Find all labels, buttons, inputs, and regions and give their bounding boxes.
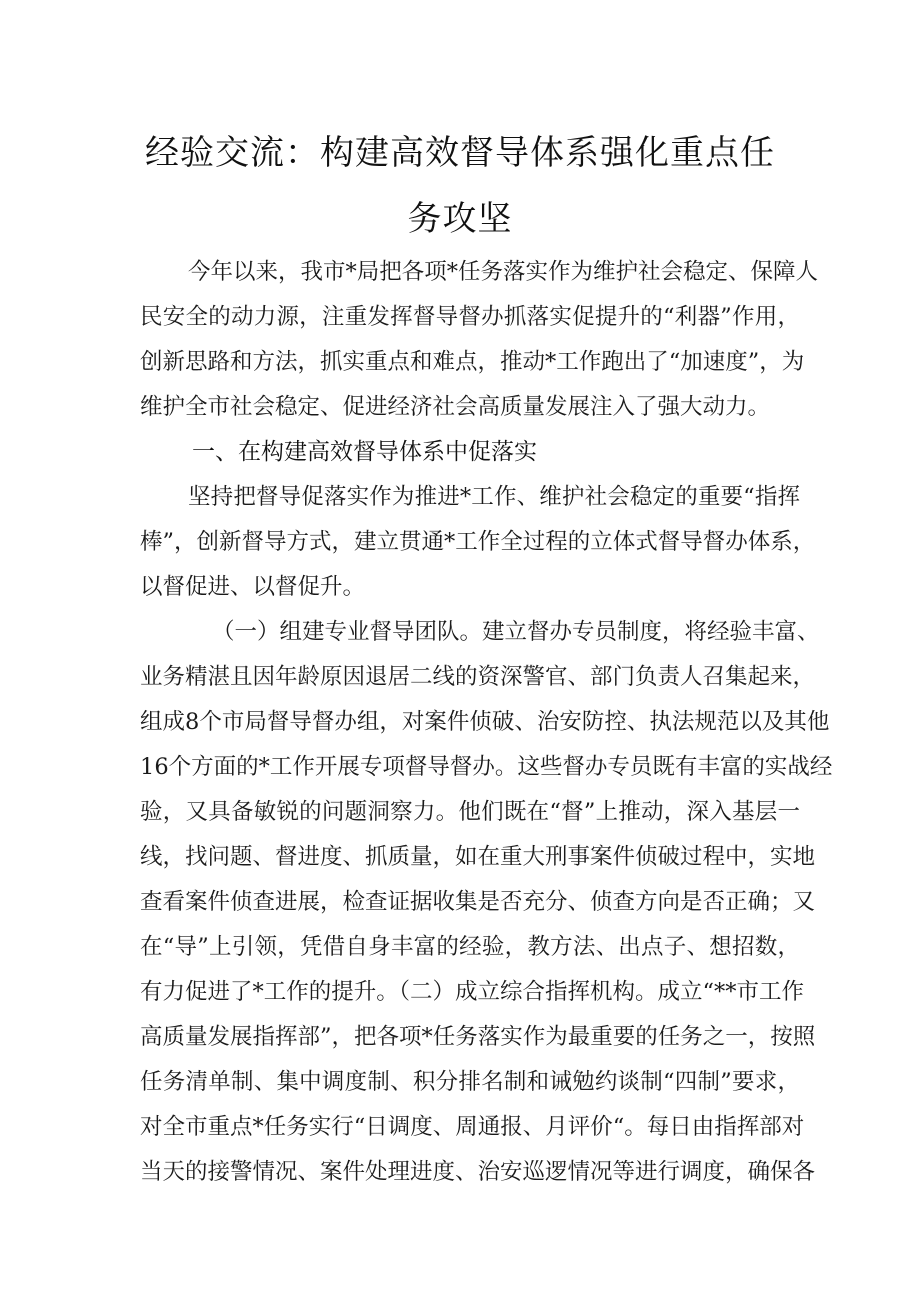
intro-line: 维护全市社会稳定、促进经济社会高质量发展注入了强大动力。 xyxy=(140,394,771,420)
body-line: 在“导”上引领，凭借自身丰富的经验，教方法、出点子、想招数， xyxy=(140,934,800,960)
body-line: 当天的接警情况、案件处理进度、治安巡逻情况等进行调度，确保各 xyxy=(140,1159,816,1185)
body-line: 业务精湛且因年龄原因退居二线的资深警官、部门负责人召集起来， xyxy=(140,664,816,690)
section-line: 以督促进、以督促升。 xyxy=(140,574,366,600)
intro-line: 民安全的动力源，注重发挥督导督办抓落实促提升的“利器”作用， xyxy=(140,304,800,330)
section-line: 坚持把督导促落实作为推进*工作、维护社会稳定的重要“指挥 xyxy=(188,484,800,510)
body-line: （一）组建专业督导团队。建立督办专员制度，将经验丰富、 xyxy=(212,619,820,645)
intro-line: 创新思路和方法，抓实重点和难点，推动*工作跑出了“加速度”，为 xyxy=(140,349,805,375)
body-line: 任务清单制、集中调度制、积分排名制和诫勉约谈制“四制”要求， xyxy=(140,1069,800,1095)
section-line: 棒”，创新督导方式，建立贯通*工作全过程的立体式督导督办体系， xyxy=(140,529,816,555)
document-title-line-1: 经验交流：构建高效督导体系强化重点任 xyxy=(145,133,775,173)
body-line: 高质量发展指挥部”，把各项*任务落实作为最重要的任务之一，按照 xyxy=(140,1024,816,1050)
document-title-line-2: 务攻坚 xyxy=(407,199,513,239)
section-heading: 一、在构建高效督导体系中促落实 xyxy=(192,439,537,465)
body-line: 16个方面的*工作开展专项督导督办。这些督办专员既有丰富的实战经 xyxy=(140,754,833,780)
body-line: 有力促进了*工作的提升。（二）成立综合指挥机构。成立“**市工作 xyxy=(140,979,805,1005)
body-line: 查看案件侦查进展，检查证据收集是否充分、侦查方向是否正确；又 xyxy=(140,889,816,915)
body-line: 线，找问题、督进度、抓质量，如在重大刑事案件侦破过程中，实地 xyxy=(140,844,816,870)
intro-line: 今年以来，我市*局把各项*任务落实作为维护社会稳定、保障人 xyxy=(188,259,819,285)
body-line: 验，又具备敏锐的问题洞察力。他们既在“督”上推动，深入基层一 xyxy=(140,799,800,825)
body-line: 对全市重点*任务实行“日调度、周通报、月评价“。每日由指挥部对 xyxy=(140,1114,805,1140)
body-line: 组成8个市局督导督办组，对案件侦破、治安防控、执法规范以及其他 xyxy=(140,709,830,735)
